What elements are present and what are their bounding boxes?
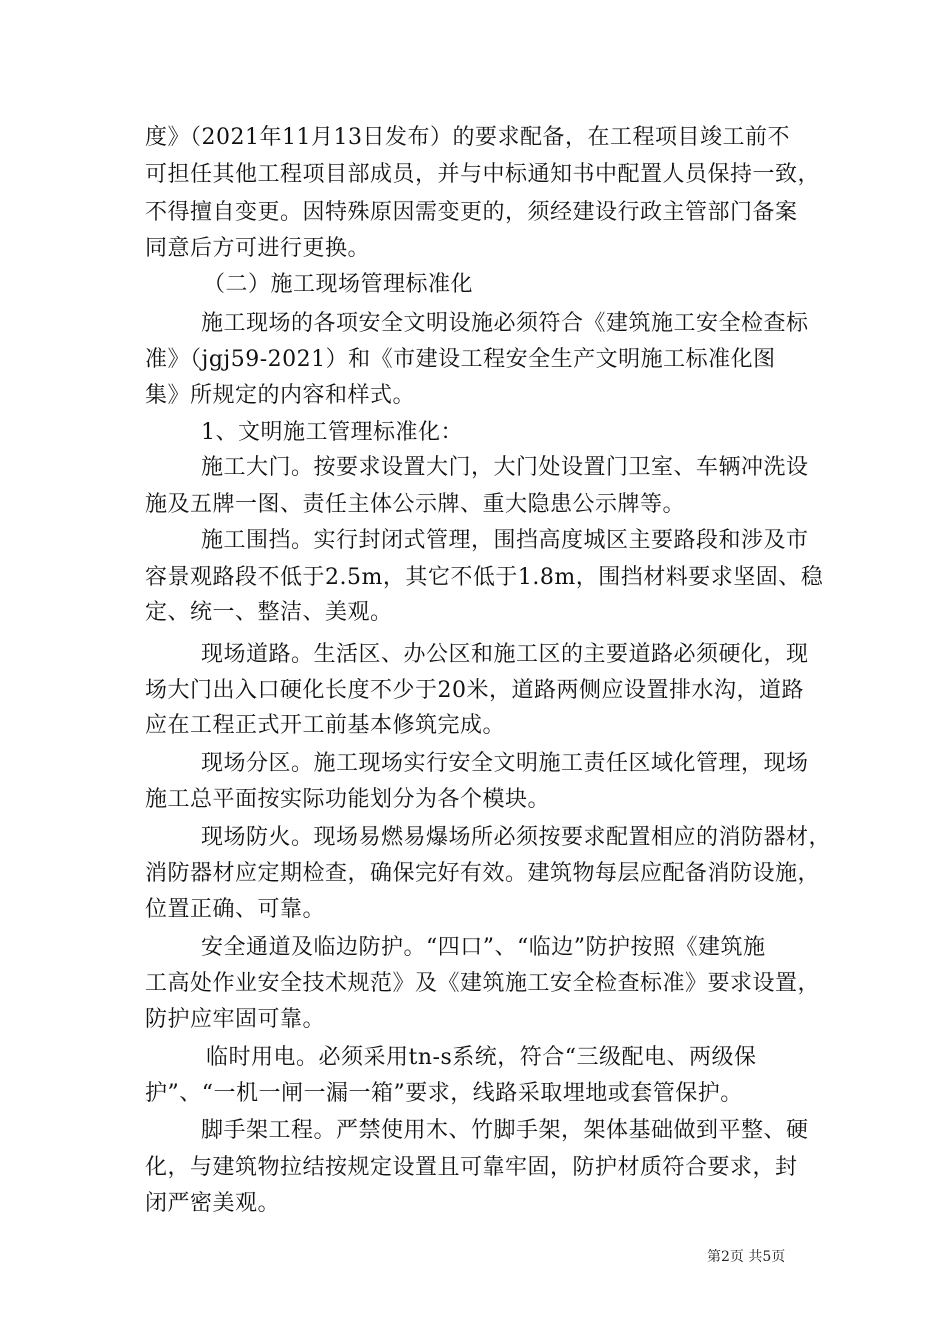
body-text-line: 施工总平面按实际功能划分为各个模块。 xyxy=(145,787,551,812)
body-text-line: 场大门出入口硬化长度不少于20米，道路两侧应设置排水沟，道路 xyxy=(145,678,804,703)
body-text-line: 施工围挡。实行封闭式管理，围挡高度城区主要路段和涉及市 xyxy=(201,528,809,553)
body-text-line: 准》（jgj59-2021）和《市建设工程安全生产文明施工标准化图 xyxy=(145,347,776,372)
body-text-line: 容景观路段不低于2.5m，其它不低于1.8m，围挡材料要求坚固、稳 xyxy=(145,565,824,590)
body-text-line: 度》（2021年11月13日发布）的要求配备，在工程项目竣工前不 xyxy=(145,125,790,150)
body-text-line: 现场道路。生活区、办公区和施工区的主要道路必须硬化，现 xyxy=(201,642,809,667)
body-text-line: 脚手架工程。严禁使用木、竹脚手架，架体基础做到平整、硬 xyxy=(201,1118,809,1143)
body-text-line: 不得擅自变更。因特殊原因需变更的，须经建设行政主管部门备案 xyxy=(145,200,798,225)
body-text-line: 施工现场的各项安全文明设施必须符合《建筑施工安全检查标 xyxy=(201,311,809,336)
body-text-line: 应在工程正式开工前基本修筑完成。 xyxy=(145,713,506,738)
body-text-line: 施及五牌一图、责任主体公示牌、重大隐患公示牌等。 xyxy=(145,492,686,517)
body-text-line: 现场防火。现场易燃易爆场所必须按要求配置相应的消防器材， xyxy=(201,825,832,850)
body-text-line: 集》所规定的内容和样式。 xyxy=(145,383,416,408)
page-number: 第2页 共5页 xyxy=(707,1249,786,1265)
body-text-line: 定、统一、整洁、美观。 xyxy=(145,600,393,625)
subsection-heading: 1、文明施工管理标准化： xyxy=(201,420,463,445)
body-text-line: 工高处作业安全技术规范》及《建筑施工安全检查标准》要求设置， xyxy=(145,971,821,996)
body-text-line: 护”、“一机一闸一漏一箱”要求，线路采取埋地或套管保护。 xyxy=(145,1081,743,1106)
body-text-line: 施工大门。按要求设置大门，大门处设置门卫室、车辆冲洗设 xyxy=(201,455,809,480)
body-text-line: 同意后方可进行更换。 xyxy=(145,236,371,261)
body-text-line: 可担任其他工程项目部成员，并与中标通知书中配置人员保持一致， xyxy=(145,162,821,187)
body-text-line: 位置正确、可靠。 xyxy=(145,897,326,922)
body-text-line: 临时用电。必须采用tn-s系统，符合“三级配电、两级保 xyxy=(206,1045,757,1070)
body-text-line: 闭严密美观。 xyxy=(145,1191,281,1216)
body-text-line: 现场分区。施工现场实行安全文明施工责任区域化管理，现场 xyxy=(201,751,809,776)
body-text-line: 安全通道及临边防护。“四口”、“临边”防护按照《建筑施 xyxy=(201,935,766,960)
body-text-line: 消防器材应定期检查，确保完好有效。建筑物每层应配备消防设施， xyxy=(145,861,821,886)
section-heading: （二）施工现场管理标准化 xyxy=(203,272,474,297)
body-text-line: 防护应牢固可靠。 xyxy=(145,1007,326,1032)
body-text-line: 化，与建筑物拉结按规定设置且可靠牢固，防护材质符合要求，封 xyxy=(145,1155,798,1180)
